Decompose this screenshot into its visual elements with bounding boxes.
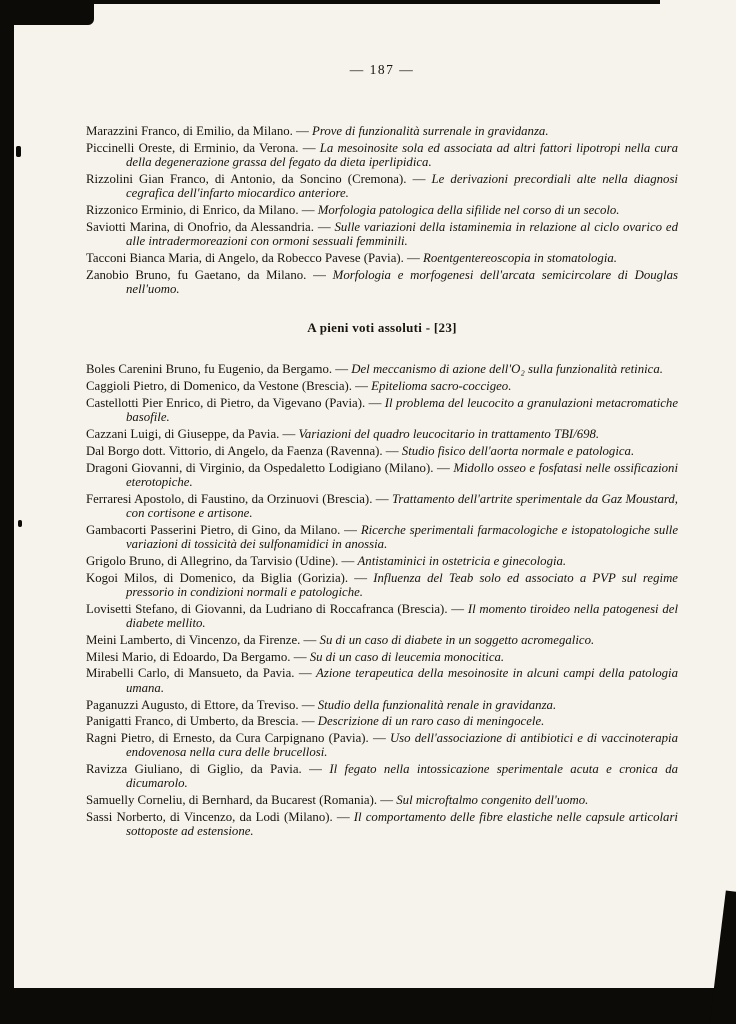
scan-artifact-bottom-edge <box>0 988 736 1024</box>
entry-name: Ravizza Giuliano, di Giglio, da Pavia. <box>86 762 310 777</box>
entry-thesis-title: Studio fisico dell'aorta normale e patologica. <box>401 443 635 458</box>
entry-separator: — <box>407 250 424 265</box>
entry-name: Paganuzzi Augusto, di Ettore, da Treviso. <box>86 697 302 712</box>
entry-line <box>86 141 678 170</box>
page-content <box>86 62 678 841</box>
entry-line <box>86 810 678 839</box>
entry-name: Tacconi Bianca Maria, di Angelo, da Robecco Pavese (Pavia). <box>86 250 408 265</box>
scan-artifact-top-edge <box>0 0 660 4</box>
entry-thesis-title: Ricerche sperimentali farmacologiche e istopatologiche sulle variazioni di tossicità dei sulfonamidici in anossia. <box>126 522 679 552</box>
entry-separator: — <box>380 793 397 808</box>
entry-separator: — <box>301 697 318 712</box>
entry-thesis-title: Sul microftalmo congenito dell'uomo. <box>396 793 589 808</box>
scan-artifact-left-edge <box>0 20 14 1024</box>
entry-thesis-title: Il comportamento delle fibre elastiche nelle capsule articolari sottoposte ad estensione. <box>126 810 678 839</box>
entry-separator: — <box>385 443 402 458</box>
entry-thesis-title: Il fegato nella intossicazione sperimentale acuta e cronica da dicumarolo. <box>126 762 679 791</box>
entry-name: Ragni Pietro, di Ernesto, da Cura Carpignano (Pavia). <box>86 731 373 746</box>
entry-name: Kogoi Milos, di Domenico, da Biglia (Gorizia). <box>86 570 355 585</box>
scan-artifact-top-left-corner <box>0 0 94 25</box>
entry-separator: — <box>317 219 335 234</box>
entry-name: Panigatti Franco, di Umberto, da Brescia. <box>86 714 302 729</box>
entry-line <box>86 666 678 695</box>
section-heading: A pieni voti assoluti - [23] <box>307 320 457 336</box>
entry-name: Castellotti Pier Enrico, di Pietro, da Vigevano (Pavia). <box>86 395 369 410</box>
entry-line <box>86 793 678 807</box>
entry-separator: — <box>303 632 320 647</box>
entry-name: Grigolo Bruno, di Allegrino, da Tarvisio (Udine). <box>86 553 342 568</box>
scan-speckle <box>18 520 22 527</box>
entry-line <box>86 362 678 376</box>
entry-separator: — <box>372 731 390 746</box>
entry-line <box>86 444 678 458</box>
entry-thesis-title: Prove di funzionalità surrenale in gravidanza. <box>312 124 549 138</box>
entry-thesis-title: Studio della funzionalità renale in gravidanza. <box>317 697 557 712</box>
entry-line <box>86 633 678 647</box>
entry-thesis-title: Morfologia e morfogenesi dell'arcata semicircolare di Douglas nell'uomo. <box>126 267 679 296</box>
entry-thesis-title: Uso dell'associazione di antibiotici e di vaccinoterapia endovenosa nella cura delle brucellosi. <box>126 731 678 760</box>
entry-thesis-title: Su di un caso di leucemia monocitica. <box>309 649 505 664</box>
entry-thesis-title: La mesoinosite sola ed associata ad altri fattori lipotropi nella cura della degenerazione grassa del fegato da dieta iperlipidica. <box>126 140 678 170</box>
entry-thesis-title: Morfologia patologica della sifilide nel corso di un secolo. <box>317 202 620 217</box>
entry-separator: — <box>368 395 385 410</box>
entry-line <box>86 650 678 664</box>
entry-line <box>86 762 678 791</box>
entry-name: Meini Lamberto, di Vincenzo, da Firenze. <box>86 632 304 647</box>
entry-separator: — <box>301 202 318 217</box>
entry-separator: — <box>354 570 374 585</box>
entry-separator: — <box>335 362 352 377</box>
entry-name: Ferraresi Apostolo, di Faustino, da Orzinuovi (Brescia). <box>86 491 376 506</box>
entry-name: Dal Borgo dott. Vittorio, di Angelo, da Faenza (Ravenna). <box>86 443 386 458</box>
entry-name: Zanobio Bruno, fu Gaetano, da Milano. <box>86 267 314 282</box>
entry-line <box>86 523 678 552</box>
entry-thesis-title: Del meccanismo di azione dell'O₂ sulla funzionalità retinica. <box>351 362 663 377</box>
entry-name: Lovisetti Stefano, di Giovanni, da Ludriano di Roccafranca (Brescia). <box>86 601 452 616</box>
entry-separator: — <box>436 460 454 475</box>
entry-line <box>86 698 678 712</box>
entry-thesis-title: Antistaminici in ostetricia e ginecologia. <box>357 553 567 568</box>
entry-name: Rizzolini Gian Franco, di Antonio, da Soncino (Cremona). <box>86 171 413 186</box>
entry-separator: — <box>451 601 468 616</box>
entry-thesis-title: Su di un caso di diabete in un soggetto acromegalico. <box>319 632 595 647</box>
entry-thesis-title: Le derivazioni precordiali alte nella diagnosi cegrafica dell'infarto miocardico anteriore. <box>126 171 678 201</box>
entry-separator: — <box>313 267 333 282</box>
entry-name: Milesi Mario, di Edoardo, Da Bergamo. <box>86 649 294 664</box>
entry-separator: — <box>341 553 358 568</box>
entry-line <box>86 602 678 631</box>
entry-line <box>86 461 678 490</box>
entry-line <box>86 251 678 265</box>
entries-container <box>86 124 678 839</box>
entry-thesis-title: Midollo osseo e fosfatasi nelle ossificazioni eterotopiche. <box>126 460 678 489</box>
entry-name: Mirabelli Carlo, di Mansueto, da Pavia. <box>86 666 299 681</box>
entry-line <box>86 220 678 249</box>
entry-line <box>86 396 678 425</box>
entry-name: Boles Carenini Bruno, fu Eugenio, da Bergamo. <box>86 362 336 377</box>
entry-thesis-title: Sulle variazioni della istaminemia in relazione al ciclo ovarico ed alle intradermoreazioni con ormoni sessuali femminili. <box>126 219 678 249</box>
entry-thesis-title: Epitelioma sacro-coccigeo. <box>371 379 512 394</box>
entry-name: Caggioli Pietro, di Domenico, da Vestone (Brescia). <box>86 379 356 394</box>
entry-name: Marazzini Franco, di Emilio, da Milano. <box>86 124 297 138</box>
entry-name: Sassi Norberto, di Vincenzo, da Lodi (Milano). <box>86 810 337 825</box>
entry-thesis-title: Influenza del Teab solo ed associato a PVP sul regime pressorio in condizioni normali e patologiche. <box>126 570 678 599</box>
entry-name: Saviotti Marina, di Onofrio, da Alessandria. <box>86 219 318 234</box>
entry-name: Rizzonico Erminio, di Enrico, da Milano. <box>86 202 302 217</box>
page-number: — 187 — <box>349 62 415 77</box>
entry-separator: — <box>293 649 310 664</box>
entry-line <box>86 203 678 217</box>
entry-thesis-title: Trattamento dell'artrite sperimentale da Gaz Moustard, con cortisone e artisone. <box>126 491 678 520</box>
entry-name: Piccinelli Oreste, di Erminio, da Verona. <box>86 140 303 155</box>
entry-separator: — <box>301 714 318 729</box>
entry-separator: — <box>296 124 313 138</box>
entry-separator: — <box>298 666 317 681</box>
entry-line <box>86 172 678 201</box>
entry-name: Dragoni Giovanni, di Virginio, da Ospedaletto Lodigiano (Milano). <box>86 460 437 475</box>
scan-speckle <box>16 146 21 157</box>
entry-thesis-title: Roentgentereoscopia in stomatologia. <box>423 250 617 265</box>
entry-separator: — <box>302 140 320 155</box>
entry-name: Gambacorti Passerini Pietro, di Gino, da Milano. <box>86 522 345 537</box>
entry-separator: — <box>355 379 372 394</box>
entry-line <box>86 268 678 297</box>
entry-separator: — <box>309 762 330 777</box>
entry-line <box>86 554 678 568</box>
entry-separator: — <box>375 491 392 506</box>
section-1 <box>86 320 678 838</box>
entry-separator: — <box>344 522 361 537</box>
entry-separator: — <box>412 171 432 186</box>
entry-thesis-title: Variazioni del quadro leucocitario in trattamento TBI/698. <box>298 426 600 441</box>
entry-thesis-title: Il problema del leucocito a granulazioni metacromatiche basofile. <box>126 395 679 425</box>
entry-thesis-title: Descrizione di un raro caso di meningocele. <box>317 714 545 729</box>
entry-thesis-title: Azione terapeutica della mesoinosite in alcuni campi della patologia umana. <box>126 666 679 695</box>
entry-line <box>86 427 678 441</box>
entry-separator: — <box>282 426 299 441</box>
entry-line <box>86 124 678 138</box>
entry-line <box>86 714 678 728</box>
entry-line <box>86 492 678 521</box>
entry-line <box>86 731 678 760</box>
entry-name: Samuelly Corneliu, di Bernhard, da Bucarest (Romania). <box>86 793 381 808</box>
entry-separator: — <box>336 810 354 825</box>
entry-name: Cazzani Luigi, di Giuseppe, da Pavia. <box>86 426 283 441</box>
section-0 <box>86 124 678 296</box>
entry-line <box>86 571 678 600</box>
entry-line <box>86 379 678 393</box>
entry-thesis-title: Il momento tiroideo nella patogenesi del diabete mellito. <box>126 601 678 631</box>
